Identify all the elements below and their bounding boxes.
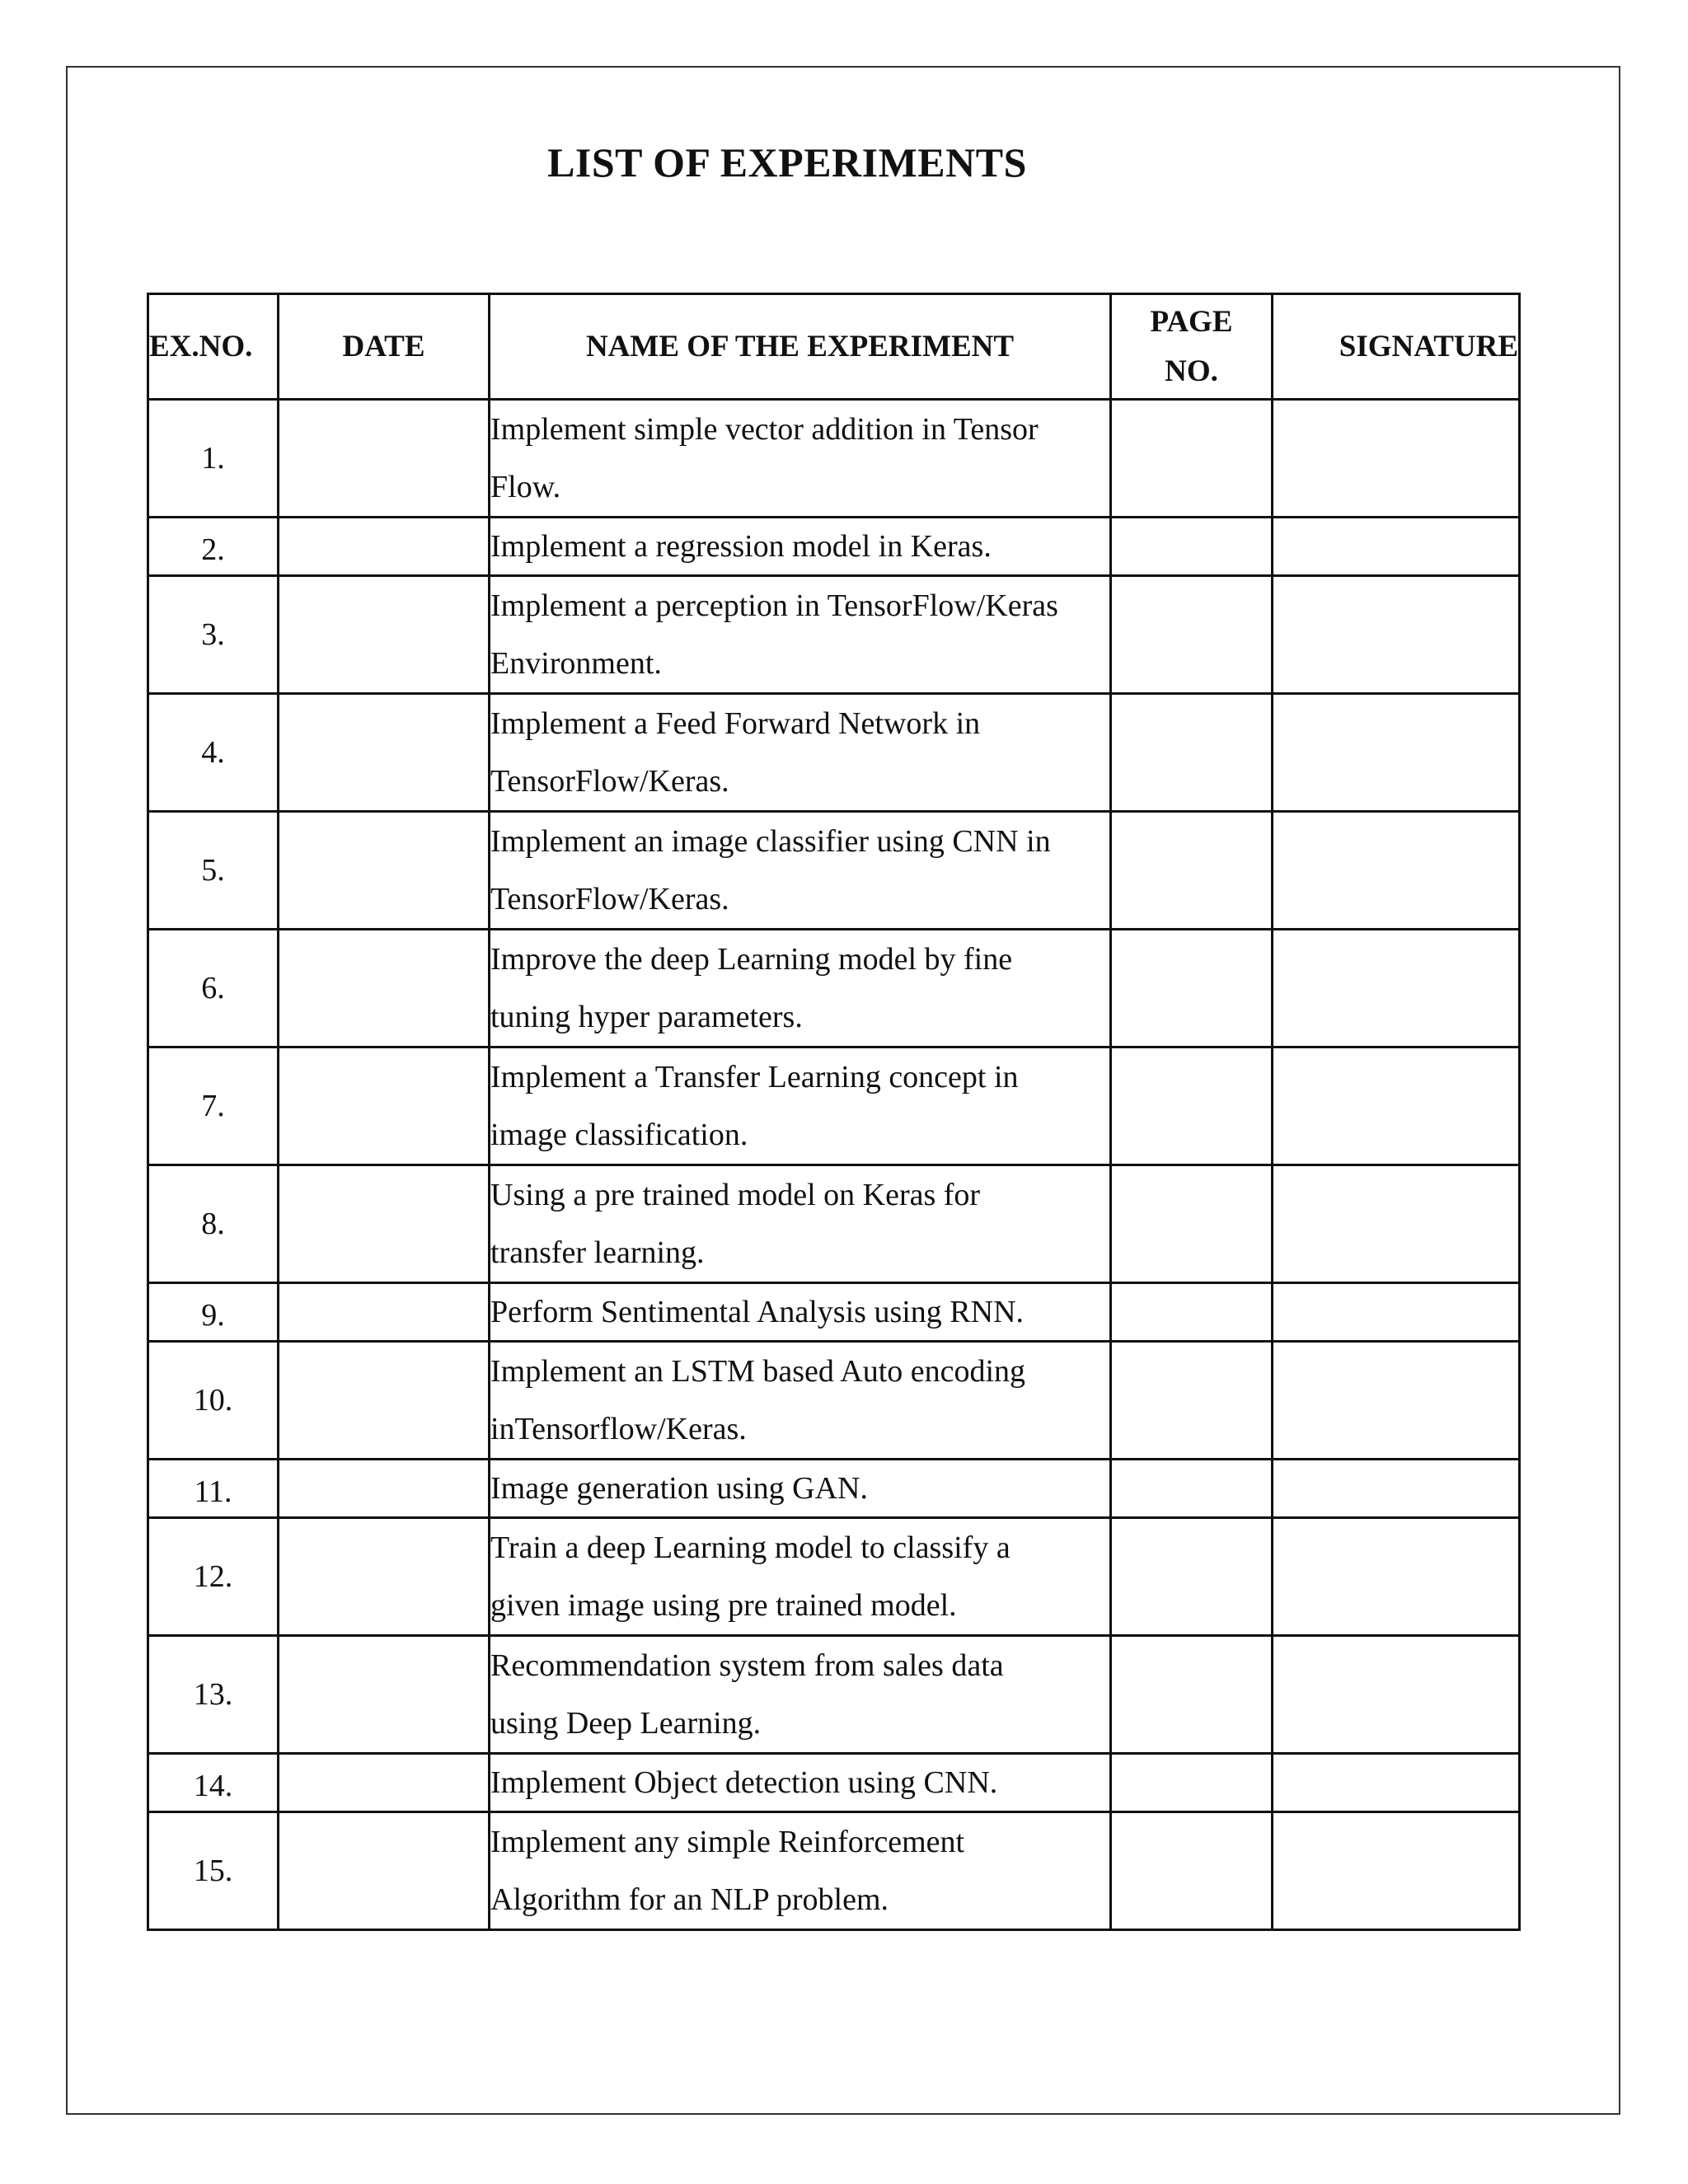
row-signature bbox=[1273, 1342, 1520, 1460]
experiment-name-line1: Implement Object detection using CNN. bbox=[490, 1765, 998, 1800]
row-signature bbox=[1273, 1047, 1520, 1165]
table-row bbox=[148, 694, 1520, 812]
header-page-no bbox=[1111, 294, 1273, 400]
row-signature bbox=[1273, 1636, 1520, 1754]
row-date bbox=[279, 1754, 490, 1812]
row-page-no bbox=[1111, 1165, 1273, 1283]
experiment-name-line2: tuning hyper parameters. bbox=[490, 1000, 803, 1034]
table-row bbox=[148, 1636, 1520, 1754]
row-page-no bbox=[1111, 1460, 1273, 1518]
row-experiment-name bbox=[490, 930, 1111, 1047]
row-signature bbox=[1273, 1283, 1520, 1342]
row-page-no bbox=[1111, 812, 1273, 930]
row-date bbox=[279, 518, 490, 576]
row-page-no bbox=[1111, 1342, 1273, 1460]
row-page-no bbox=[1111, 1518, 1273, 1636]
row-page-no bbox=[1111, 1636, 1273, 1754]
table-row bbox=[148, 1812, 1520, 1930]
header-signature: SIGNATURE bbox=[1273, 294, 1520, 400]
row-date bbox=[279, 1636, 490, 1754]
experiment-name-line2: transfer learning. bbox=[490, 1235, 705, 1270]
experiment-name-line2: TensorFlow/Keras. bbox=[490, 882, 729, 916]
row-signature bbox=[1273, 694, 1520, 812]
experiment-name-line1: Implement a Feed Forward Network in bbox=[490, 706, 981, 741]
row-ex-no: 12. bbox=[148, 1518, 279, 1636]
row-ex-no: 3. bbox=[148, 576, 279, 694]
row-page-no bbox=[1111, 930, 1273, 1047]
experiments-table bbox=[147, 293, 1521, 1931]
row-date bbox=[279, 1518, 490, 1636]
experiment-name-line1: Implement a Transfer Learning concept in bbox=[490, 1060, 1019, 1094]
row-ex-no: 10. bbox=[148, 1342, 279, 1460]
row-page-no bbox=[1111, 518, 1273, 576]
row-signature bbox=[1273, 1812, 1520, 1930]
row-experiment-name bbox=[490, 812, 1111, 930]
experiment-name-line1: Train a deep Learning model to classify a bbox=[490, 1530, 1010, 1565]
header-page-line2: NO. bbox=[1165, 354, 1218, 388]
header-date: DATE bbox=[279, 294, 490, 400]
row-page-no bbox=[1111, 1283, 1273, 1342]
experiment-name-line2: image classification. bbox=[490, 1118, 748, 1152]
row-experiment-name bbox=[490, 1636, 1111, 1754]
header-experiment-name: NAME OF THE EXPERIMENT bbox=[490, 294, 1111, 400]
row-date bbox=[279, 1812, 490, 1930]
row-experiment-name bbox=[490, 1754, 1111, 1812]
experiment-name-line2: using Deep Learning. bbox=[490, 1706, 762, 1741]
experiment-name-line1: Implement an LSTM based Auto encoding bbox=[490, 1354, 1026, 1389]
row-signature bbox=[1273, 1754, 1520, 1812]
row-page-no bbox=[1111, 576, 1273, 694]
experiment-name-line2: given image using pre trained model. bbox=[490, 1588, 957, 1623]
row-ex-no: 11. bbox=[148, 1460, 279, 1518]
row-ex-no: 4. bbox=[148, 694, 279, 812]
row-page-no bbox=[1111, 1812, 1273, 1930]
row-experiment-name bbox=[490, 694, 1111, 812]
experiment-name-line1: Recommendation system from sales data bbox=[490, 1648, 1004, 1683]
table-row bbox=[148, 1342, 1520, 1460]
experiment-name-line1: Image generation using GAN. bbox=[490, 1471, 868, 1506]
row-date bbox=[279, 930, 490, 1047]
row-signature bbox=[1273, 930, 1520, 1047]
row-date bbox=[279, 812, 490, 930]
experiment-name-line2: Algorithm for an NLP problem. bbox=[490, 1882, 889, 1917]
table-row bbox=[148, 1754, 1520, 1812]
row-experiment-name bbox=[490, 518, 1111, 576]
experiment-name-line1: Perform Sentimental Analysis using RNN. bbox=[490, 1295, 1025, 1329]
experiment-name-line1: Implement a perception in TensorFlow/Keras bbox=[490, 588, 1058, 623]
header-ex-no: EX.NO. bbox=[148, 294, 279, 400]
row-experiment-name bbox=[490, 1518, 1111, 1636]
experiment-name-line1: Implement simple vector addition in Tensor bbox=[490, 412, 1039, 447]
row-date bbox=[279, 1047, 490, 1165]
experiment-name-line2: TensorFlow/Keras. bbox=[490, 764, 729, 799]
row-date bbox=[279, 1165, 490, 1283]
row-page-no bbox=[1111, 694, 1273, 812]
row-ex-no: 14. bbox=[148, 1754, 279, 1812]
row-experiment-name bbox=[490, 1283, 1111, 1342]
row-signature bbox=[1273, 812, 1520, 930]
row-page-no bbox=[1111, 400, 1273, 518]
row-experiment-name bbox=[490, 1047, 1111, 1165]
experiment-name-line1: Implement an image classifier using CNN in bbox=[490, 824, 1051, 859]
row-signature bbox=[1273, 1165, 1520, 1283]
row-ex-no: 7. bbox=[148, 1047, 279, 1165]
row-experiment-name bbox=[490, 400, 1111, 518]
row-ex-no: 2. bbox=[148, 518, 279, 576]
table-row bbox=[148, 1047, 1520, 1165]
row-experiment-name bbox=[490, 1812, 1111, 1930]
experiment-name-line1: Improve the deep Learning model by fine bbox=[490, 942, 1013, 977]
row-ex-no: 1. bbox=[148, 400, 279, 518]
experiment-name-line1: Implement any simple Reinforcement bbox=[490, 1825, 965, 1859]
row-date bbox=[279, 400, 490, 518]
row-signature bbox=[1273, 518, 1520, 576]
table-row bbox=[148, 1283, 1520, 1342]
table-row bbox=[148, 1165, 1520, 1283]
row-page-no bbox=[1111, 1754, 1273, 1812]
row-date bbox=[279, 1460, 490, 1518]
table-header-row bbox=[148, 294, 1520, 400]
row-signature bbox=[1273, 1460, 1520, 1518]
row-page-no bbox=[1111, 1047, 1273, 1165]
row-date bbox=[279, 1342, 490, 1460]
row-ex-no: 6. bbox=[148, 930, 279, 1047]
experiment-name-line1: Implement a regression model in Keras. bbox=[490, 529, 992, 564]
experiment-name-line2: Environment. bbox=[490, 646, 662, 681]
table-row bbox=[148, 812, 1520, 930]
row-experiment-name bbox=[490, 576, 1111, 694]
row-date bbox=[279, 576, 490, 694]
experiment-name-line1: Using a pre trained model on Keras for bbox=[490, 1178, 981, 1212]
row-ex-no: 9. bbox=[148, 1283, 279, 1342]
header-page-line1: PAGE bbox=[1150, 304, 1233, 339]
row-signature bbox=[1273, 576, 1520, 694]
row-ex-no: 8. bbox=[148, 1165, 279, 1283]
table-row bbox=[148, 576, 1520, 694]
row-signature bbox=[1273, 400, 1520, 518]
table-row bbox=[148, 400, 1520, 518]
table-row bbox=[148, 518, 1520, 576]
row-signature bbox=[1273, 1518, 1520, 1636]
table-row bbox=[148, 930, 1520, 1047]
row-date bbox=[279, 1283, 490, 1342]
experiment-name-line2: Flow. bbox=[490, 470, 561, 504]
row-ex-no: 13. bbox=[148, 1636, 279, 1754]
row-ex-no: 15. bbox=[148, 1812, 279, 1930]
row-date bbox=[279, 694, 490, 812]
table-row bbox=[148, 1460, 1520, 1518]
experiment-name-line2: inTensorflow/Keras. bbox=[490, 1412, 747, 1446]
table-row bbox=[148, 1518, 1520, 1636]
row-experiment-name bbox=[490, 1165, 1111, 1283]
row-experiment-name bbox=[490, 1342, 1111, 1460]
page-title: LIST OF EXPERIMENTS bbox=[547, 139, 1027, 185]
row-experiment-name bbox=[490, 1460, 1111, 1518]
row-ex-no: 5. bbox=[148, 812, 279, 930]
